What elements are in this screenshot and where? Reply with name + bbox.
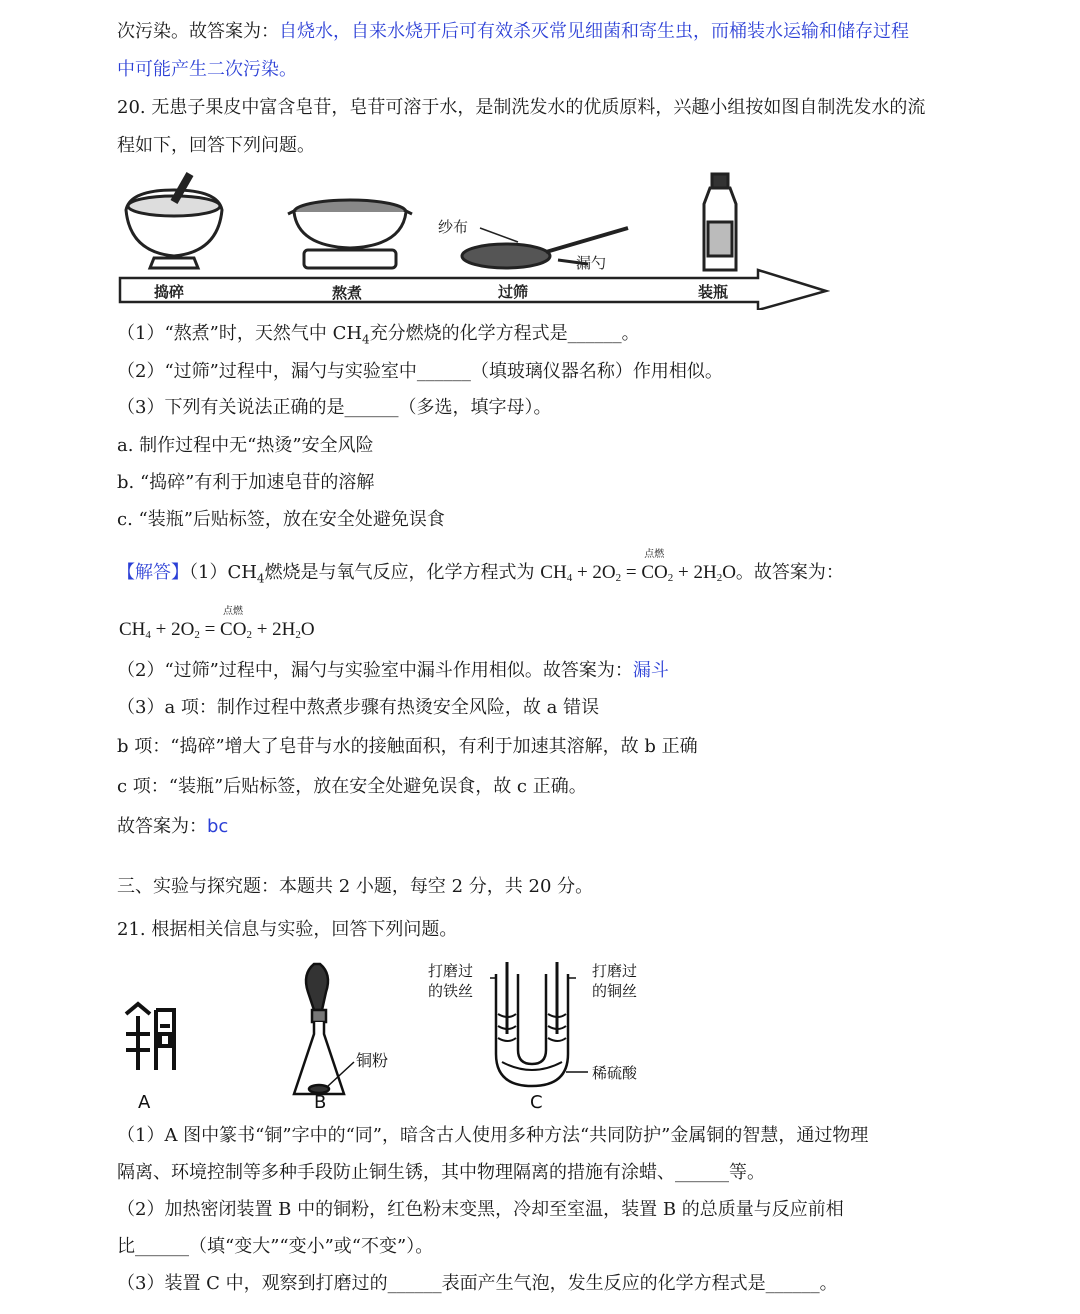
q20-answer-line-5: c 项：“装瓶”后贴标签，放在安全处避免误食，故 c 正确。 [117,776,587,797]
ladle-label: 漏勺 [576,254,607,272]
step-bottle-label: 装瓶 [698,283,729,301]
q20-answer-equation [119,606,315,647]
q20-sub1-text-end: 充分燃烧的化学方程式是______。 [369,323,640,344]
q20-sub3: （3）下列有关说法正确的是______（多选，填字母）。 [117,397,552,418]
bottle-icon [704,174,736,270]
q20-option-a: a. 制作过程中无“热烫”安全风险 [117,435,374,456]
q19-answer-line-2: 中可能产生二次污染。 [117,59,297,80]
final-answer-value: bc [207,816,229,837]
equation-block: 点燃 $CH_4 + 2O_2 = CO_2 + 2H_2O$ [119,618,315,647]
sealed-flask-icon [294,964,354,1094]
copper-wire-label-1: 打磨过 [592,962,638,980]
q20-sub1 [117,322,640,352]
pot-icon [288,200,412,268]
section3-heading: 三、实验与探究题：本题共 2 小题，每空 2 分，共 20 分。 [117,876,594,897]
step-boil-label: 熬煮 [332,284,363,302]
q21-sub1-line-2: 隔离、环境控制等多种手段防止铜生锈，其中物理隔离的措施有涂蜡、______等。 [117,1162,765,1183]
seal-script-copper-icon [126,1004,174,1070]
u-tube-icon [490,962,588,1086]
dilute-acid-label: 稀硫酸 [592,1064,638,1082]
q21-sub1-line-1: （1）A 图中篆书“铜”字中的“同”，暗含古人使用多种方法“共同防护”金属铜的智慧，通过物理 [117,1125,869,1146]
fig-label-c: C [530,1092,543,1113]
answer-line1-subscript: 4 [256,571,265,586]
copper-wire-label-2: 的铜丝 [592,982,638,1000]
q20-stem-line-2: 程如下，回答下列问题。 [117,135,315,156]
q20-answer-line-1 [117,549,844,591]
answer-line2-value: 漏斗 [632,660,669,681]
step-sieve-label: 过筛 [498,283,529,301]
q21-stem: 21. 根据相关信息与实验，回答下列问题。 [117,919,458,940]
mortar-icon [126,174,222,268]
step-pound-label: 捣碎 [154,283,185,301]
iron-wire-label-2: 的铁丝 [428,982,474,1000]
fig-label-b: B [314,1092,327,1113]
q20-answer-line-2 [117,659,669,683]
answer-line1-mid: 燃烧是与氧气反应，化学方程式为 [264,562,535,583]
answer-tag: 【解答】 [117,562,189,583]
q20-process-figure [118,170,830,310]
q20-sub2: （2）“过筛”过程中，漏勺与实验室中______（填玻璃仪器名称）作用相似。 [117,361,723,382]
q21-sub2-line-2: 比______（填“变大”“变小”或“不变”）。 [117,1236,434,1257]
q20-option-b: b. “捣碎”有利于加速皂苷的溶解 [117,472,375,493]
q21-sub2-line-1: （2）加热密闭装置 B 中的铜粉，红色粉末变黑，冷却至室温，装置 B 的总质量与反应前相 [117,1199,844,1220]
reaction-condition-inline: 点燃 [644,549,665,560]
answer-line1-start: （1）CH [189,562,257,583]
answer-line2-text: （2）“过筛”过程中，漏勺与实验室中漏斗作用相似。故答案为： [117,660,633,681]
answer-line1-end: 。故答案为： [735,562,844,583]
equation-inline: 点燃 $CH_4 + 2O_2 = CO_2 + 2H_2O$ [540,561,736,590]
gauze-label: 纱布 [438,218,469,236]
gauze-pointer [480,228,518,242]
copper-powder-label: 铜粉 [356,1051,389,1070]
q20-answer-line-3: （3）a 项：制作过程中熬煮步骤有热烫安全风险，故 a 错误 [117,697,600,718]
q21-sub3: （3）装置 C 中，观察到打磨过的______表面产生气泡，发生反应的化学方程式是______。 [117,1273,838,1294]
q19-answer-line-1 [117,20,909,44]
fig-label-a: A [138,1092,151,1113]
q20-sub1-text: （1）“熬煮”时，天然气中 CH [117,323,363,344]
reaction-condition: 点燃 [223,606,243,617]
final-answer-prefix: 故答案为： [117,816,207,837]
q20-sub1-subscript: 4 [362,332,370,347]
q19-answer-prefix: 次污染。故答案为： [117,21,279,42]
q20-answer-line-4: b 项：“捣碎”增大了皂苷与水的接触面积，有利于加速其溶解，故 b 正确 [117,736,698,757]
q20-option-c: c. “装瓶”后贴标签，放在安全处避免误食 [117,509,445,530]
iron-wire-label-1: 打磨过 [428,962,474,980]
q20-final-answer [117,815,228,839]
q20-stem-line-1: 20. 无患子果皮中富含皂苷，皂苷可溶于水，是制洗发水的优质原料，兴趣小组按如图自制洗发水的流 [117,97,926,118]
q19-answer-text: 自烧水，自来水烧开后可有效杀灭常见细菌和寄生虫，而桶装水运输和储存过程 [279,21,909,42]
q21-experiment-figure [118,954,678,1114]
